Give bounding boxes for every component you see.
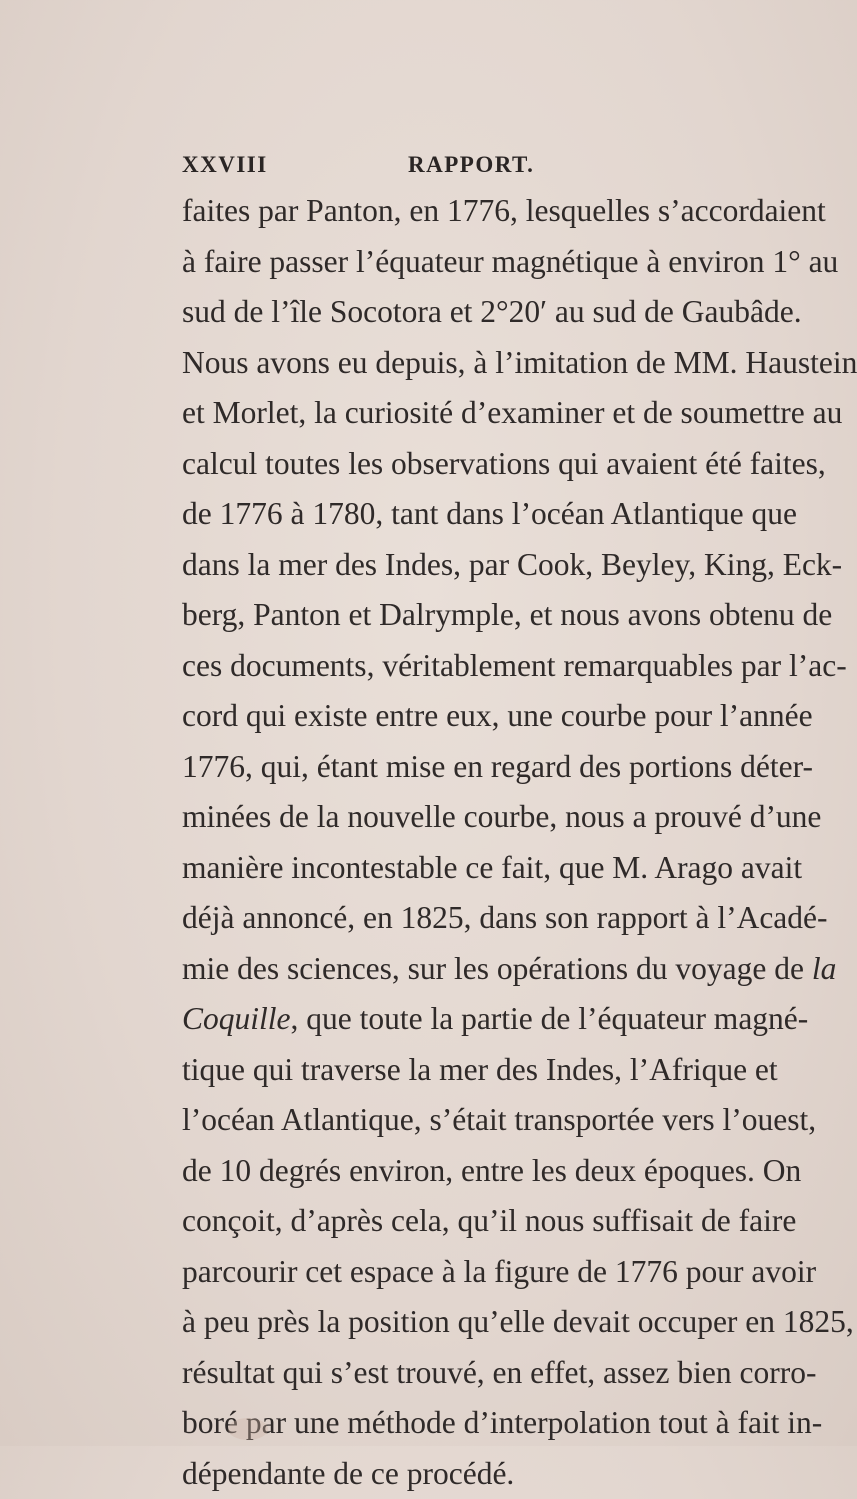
- text-line: parcourir cet espace à la figure de 1776 pour avoir: [182, 1247, 742, 1298]
- text-line: l’océan Atlantique, s’était transportée vers l’ouest,: [182, 1095, 742, 1146]
- text-line: calcul toutes les observations qui avaient été faites,: [182, 439, 742, 490]
- text-line: de 1776 à 1780, tant dans l’océan Atlantique que: [182, 489, 742, 540]
- text-line: de 10 degrés environ, entre les deux époques. On: [182, 1146, 742, 1197]
- running-head: [182, 152, 742, 182]
- text-line: Coquille, que toute la partie de l’équateur magné-: [182, 994, 742, 1045]
- text-line: boré par une méthode d’interpolation tout à fait in-: [182, 1398, 742, 1449]
- text-line: et Morlet, la curiosité d’examiner et de soumettre au: [182, 388, 742, 439]
- text-line: berg, Panton et Dalrymple, et nous avons obtenu de: [182, 590, 742, 641]
- body-text: [182, 186, 742, 1499]
- text-line: à peu près la position qu’elle devait occuper en 1825,: [182, 1297, 742, 1348]
- text-line: sud de l’île Socotora et 2°20′ au sud de Gaubâde.: [182, 287, 742, 338]
- text-line: dépendante de ce procédé.: [182, 1449, 742, 1499]
- text-line: cord qui existe entre eux, une courbe pour l’année: [182, 691, 742, 742]
- text-line: dans la mer des Indes, par Cook, Beyley, King, Eck-: [182, 540, 742, 591]
- text-line: 1776, qui, étant mise en regard des portions déter-: [182, 742, 742, 793]
- page-number: XXVIII: [182, 152, 268, 178]
- running-title: RAPPORT.: [408, 152, 534, 178]
- text-line: déjà annoncé, en 1825, dans son rapport à l’Acadé-: [182, 893, 742, 944]
- text-line: ces documents, véritablement remarquables par l’ac-: [182, 641, 742, 692]
- text-line: minées de la nouvelle courbe, nous a prouvé d’une: [182, 792, 742, 843]
- text-line: conçoit, d’après cela, qu’il nous suffisait de faire: [182, 1196, 742, 1247]
- text-line: résultat qui s’est trouvé, en effet, assez bien corro-: [182, 1348, 742, 1399]
- text-line: faites par Panton, en 1776, lesquelles s’accordaient: [182, 186, 742, 237]
- text-line: Nous avons eu depuis, à l’imitation de MM. Haustein: [182, 338, 742, 389]
- text-line: manière incontestable ce fait, que M. Arago avait: [182, 843, 742, 894]
- paper-stain: [228, 1418, 268, 1440]
- text-line: mie des sciences, sur les opérations du voyage de la: [182, 944, 742, 995]
- text-line: à faire passer l’équateur magnétique à environ 1° au: [182, 237, 742, 288]
- text-line: tique qui traverse la mer des Indes, l’Afrique et: [182, 1045, 742, 1096]
